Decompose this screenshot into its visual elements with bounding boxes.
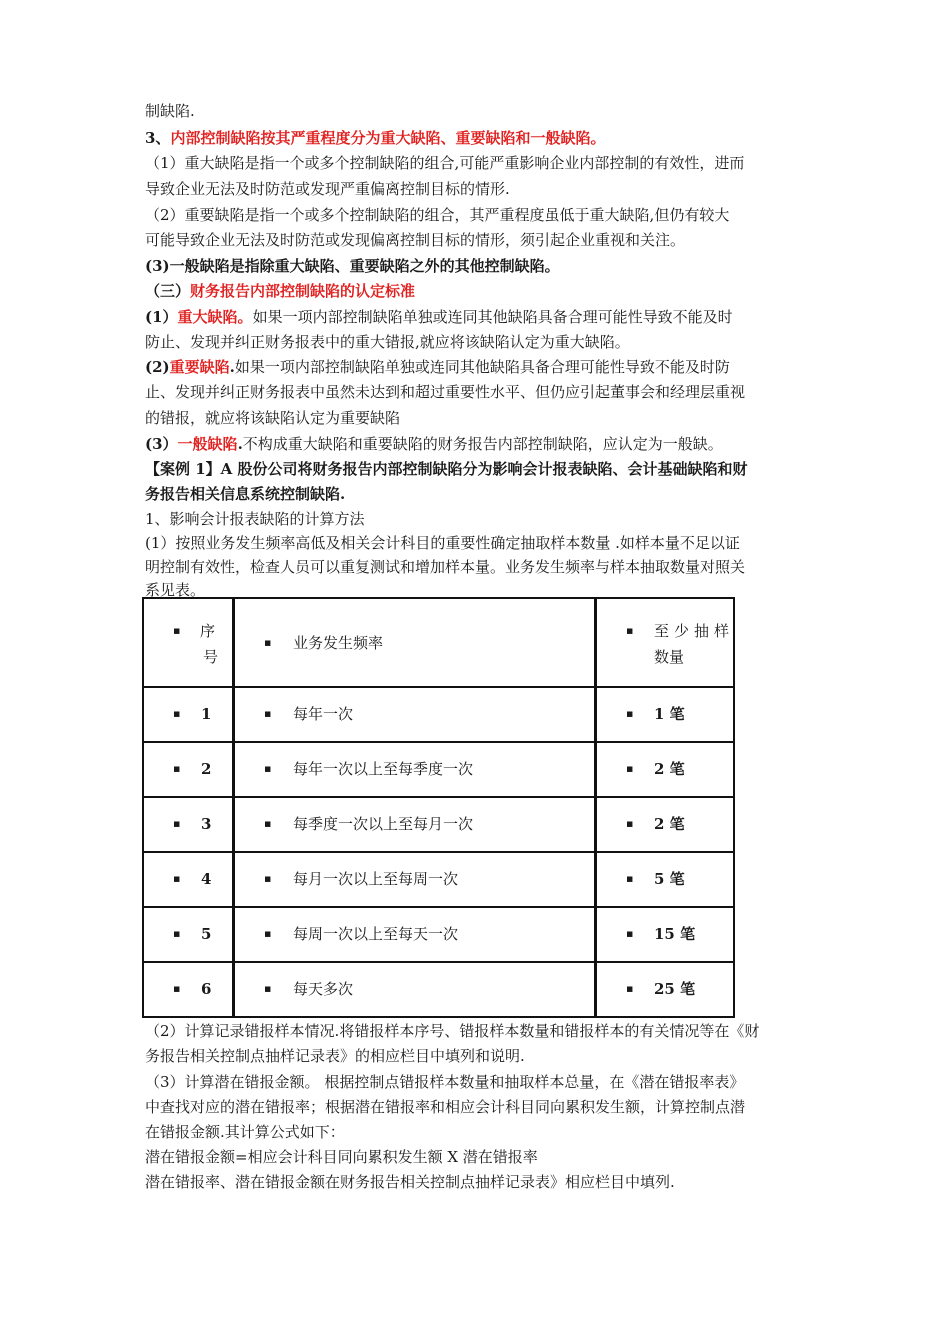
text-line: 导致企业无法及时防范或发现严重偏离控制目标的情形. [145,180,510,198]
row-quantity: 1 笔 [654,705,685,723]
text-line-bold: (3)一般缺陷是指除重大缺陷、重要缺陷之外的其他控制缺陷。 [145,257,560,275]
row-no: 3 [201,815,212,833]
table-row: ▪ 3 ▪ 每季度一次以上至每月一次 ▪ 2 笔 [144,798,733,853]
row-quantity: 2 笔 [654,760,685,778]
text-line: 务报告相关控制点抽样记录表》的相应栏目中填列和说明. [145,1047,525,1065]
table-row: ▪ 5 ▪ 每周一次以上至每天一次 ▪ 15 笔 [144,908,733,963]
subsection-heading-text: 财务报告内部控制缺陷的认定标准 [190,282,416,300]
text-line: 防止、发现并纠正财务报表中的重大错报,就应将该缺陷认定为重大缺陷。 [145,333,630,351]
case-heading-cont: 务报告相关信息系统控制缺陷. [145,485,346,503]
row-quantity: 2 笔 [654,815,685,833]
row-frequency: 每天多次 [293,980,354,998]
row-frequency: 每月一次以上至每周一次 [293,870,459,888]
row-quantity: 15 笔 [654,925,696,943]
text-line: （2）计算记录错报样本情况.将错报样本序号、错报样本数量和错报样本的有关情况等在《财 [145,1022,760,1040]
sampling-table [142,597,735,1018]
header-min-sample-1: 至少抽样 [654,622,735,640]
table-row: ▪ 6 ▪ 每天多次 ▪ 25 笔 [173,980,696,998]
row-no: 5 [201,925,212,943]
text-line: 1、影响会计报表缺陷的计算方法 [145,510,365,528]
header-min-sample-2: 数量 [654,648,685,666]
section-heading [145,128,805,148]
text-line: 的错报，就应将该缺陷认定为重要缺陷 [145,409,401,427]
text-line: 潜在错报率、潜在错报金额在财务报告相关控制点抽样记录表》相应栏目中填列. [145,1173,675,1191]
subsection-number: （三） [145,282,191,300]
subsection-heading [145,281,805,301]
row-no: 2 [201,760,212,778]
case-heading: 【案例 1】A 股份公司将财务报告内部控制缺陷分为影响会计报表缺陷、会计基础缺陷和财 [145,460,748,478]
section-number: 3、 [145,129,171,147]
formula-line: 潜在错报金额=相应会计科目同向累积发生额 X 潜在错报率 [145,1148,538,1166]
criteria-line-major: (1）重大缺陷。如果一项内部控制缺陷单独或连同其他缺陷具备合理可能性导致不能及时 [145,308,733,326]
text-line: 系见表。 [145,581,206,599]
row-no: 4 [201,870,212,888]
text-line: 止、发现并纠正财务报表中虽然未达到和超过重要性水平、但仍应引起董事会和经理层重视 [145,383,746,401]
criteria-line-important: (2)重要缺陷.如果一项内部控制缺陷单独或连同其他缺陷具备合理可能性导致不能及时防 [145,358,730,376]
text-line: 在错报金额.其计算公式如下： [145,1123,345,1141]
row-frequency: 每年一次 [293,705,354,723]
row-quantity: 5 笔 [654,870,685,888]
header-frequency: 业务发生频率 [293,634,384,652]
table-header-row: ▪ 序 号 ▪ 业务发生频率 ▪ 至少抽样 数量 [144,599,733,688]
text-line: （3）计算潜在错报金额。 根据控制点错报样本数量和抽取样本总量，在《潜在错报率表》 [145,1073,745,1091]
text-line: (1）按照业务发生频率高低及相关会计科目的重要性确定抽取样本数量 .如样本量不足以证 [145,534,740,552]
table-row: ▪ 2 ▪ 每年一次以上至每季度一次 ▪ 2 笔 [144,743,733,798]
text-line: 可能导致企业无法及时防范或发现偏离控制目标的情形，须引起企业重视和关注。 [145,231,686,249]
text-line: 中查找对应的潜在错报率；根据潜在错报率和相应会计科目同向累积发生额，计算控制点潜 [145,1098,746,1116]
row-quantity: 25 笔 [654,980,696,998]
table-row: ▪ 4 ▪ 每月一次以上至每周一次 ▪ 5 笔 [144,853,733,908]
row-frequency: 每周一次以上至每天一次 [293,925,459,943]
criteria-line-general: (3）一般缺陷.不构成重大缺陷和重要缺陷的财务报告内部控制缺陷，应认定为一般缺。 [145,435,723,453]
row-frequency: 每年一次以上至每季度一次 [293,760,474,778]
row-no: 6 [201,980,212,998]
header-seq-char1: 序 [200,622,216,640]
table-row: ▪ 1 ▪ 每年一次 ▪ 1 笔 [144,688,733,743]
header-seq-char2: 号 [203,648,219,666]
text-line: 制缺陷. [145,102,195,120]
row-frequency: 每季度一次以上至每月一次 [293,815,474,833]
text-line: 明控制有效性，检查人员可以重复测试和增加样本量。业务发生频率与样本抽取数量对照关 [145,558,746,576]
text-line: （2）重要缺陷是指一个或多个控制缺陷的组合，其严重程度虽低于重大缺陷,但仍有较大 [145,206,730,224]
row-no: 1 [201,705,212,723]
section-heading-text: 内部控制缺陷按其严重程度分为重大缺陷、重要缺陷和一般缺陷。 [170,129,606,147]
text-line: （1）重大缺陷是指一个或多个控制缺陷的组合,可能严重影响企业内部控制的有效性，进而 [145,154,745,172]
